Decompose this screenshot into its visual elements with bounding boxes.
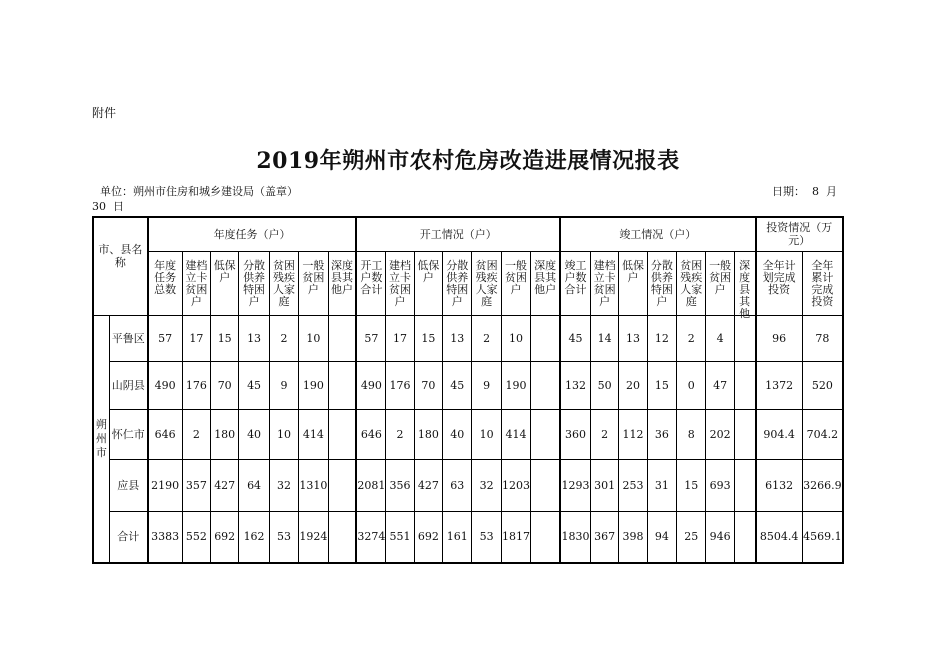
done-value-cell: 301	[590, 459, 618, 511]
table-row	[93, 361, 843, 409]
start-value-cell: 356	[386, 459, 414, 511]
annual-value-cell: 53	[269, 511, 298, 563]
done-subheader-2: 低保户	[619, 251, 647, 315]
done-value-cell	[734, 361, 755, 409]
county-name-cell: 怀仁市	[109, 409, 148, 459]
start-value-cell: 40	[443, 409, 472, 459]
annual-value-cell: 40	[239, 409, 269, 459]
annual-subheader-5: 一般贫困户	[299, 251, 328, 315]
start-subheader-4: 贫困残疾人家庭	[472, 251, 501, 315]
region-header: 市、县名称	[93, 217, 148, 315]
start-value-cell: 2081	[356, 459, 385, 511]
attachment-label: 附件	[92, 106, 117, 120]
done-subheader-3: 分散供养特困户	[647, 251, 676, 315]
annual-value-cell	[328, 409, 356, 459]
annual-value-cell	[328, 361, 356, 409]
start-value-cell: 490	[356, 361, 385, 409]
start-status-header: 开工情况（户）	[356, 217, 560, 251]
start-value-cell: 63	[443, 459, 472, 511]
done-value-cell: 31	[647, 459, 676, 511]
done-subheader-5: 一般贫困户	[706, 251, 734, 315]
done-value-cell: 367	[590, 511, 618, 563]
done-value-cell: 2	[677, 315, 706, 361]
invest-value-cell: 3266.9	[802, 459, 843, 511]
annual-value-cell: 57	[148, 315, 182, 361]
investment-header: 投资情况（万元）	[756, 217, 843, 251]
invest-value-cell: 4569.1	[802, 511, 843, 563]
annual-subheader-4: 贫困残疾人家庭	[269, 251, 298, 315]
county-name-cell: 平鲁区	[109, 315, 148, 361]
done-value-cell: 946	[706, 511, 734, 563]
start-value-cell: 646	[356, 409, 385, 459]
annual-value-cell: 45	[239, 361, 269, 409]
city-cell: 朔州市	[93, 315, 109, 563]
done-value-cell: 36	[647, 409, 676, 459]
done-value-cell: 132	[560, 361, 590, 409]
done-value-cell: 8	[677, 409, 706, 459]
annual-value-cell	[328, 511, 356, 563]
start-value-cell	[531, 315, 560, 361]
start-value-cell: 551	[386, 511, 414, 563]
county-name-cell: 应县	[109, 459, 148, 511]
start-value-cell: 3274	[356, 511, 385, 563]
invest-value-cell: 6132	[756, 459, 803, 511]
start-value-cell: 10	[501, 315, 530, 361]
start-subheader-2: 低保户	[414, 251, 442, 315]
annual-subheader-2: 低保户	[211, 251, 239, 315]
invest-value-cell: 1372	[756, 361, 803, 409]
county-name-cell: 山阴县	[109, 361, 148, 409]
header-row-subcolumns	[93, 251, 843, 315]
done-value-cell: 360	[560, 409, 590, 459]
unit-line: 单位：朔州市住房和城乡建设局（盖章）	[100, 185, 298, 198]
start-value-cell: 45	[443, 361, 472, 409]
date-line: 日期： 8 月	[772, 185, 837, 198]
done-value-cell: 1830	[560, 511, 590, 563]
annual-value-cell	[328, 459, 356, 511]
annual-value-cell: 552	[182, 511, 210, 563]
start-value-cell: 692	[414, 511, 442, 563]
annual-value-cell: 2190	[148, 459, 182, 511]
start-value-cell: 2	[386, 409, 414, 459]
annual-value-cell: 692	[211, 511, 239, 563]
annual-value-cell: 3383	[148, 511, 182, 563]
table-row	[93, 315, 843, 361]
start-value-cell: 13	[443, 315, 472, 361]
done-value-cell: 94	[647, 511, 676, 563]
done-value-cell: 398	[619, 511, 647, 563]
start-value-cell	[531, 361, 560, 409]
done-value-cell: 253	[619, 459, 647, 511]
start-value-cell: 1817	[501, 511, 530, 563]
done-value-cell: 50	[590, 361, 618, 409]
annual-value-cell: 2	[269, 315, 298, 361]
done-value-cell: 14	[590, 315, 618, 361]
annual-value-cell: 1310	[299, 459, 328, 511]
table-row	[93, 409, 843, 459]
table-row	[93, 511, 843, 563]
annual-value-cell: 64	[239, 459, 269, 511]
done-value-cell: 693	[706, 459, 734, 511]
invest-subheader-1: 全年累计完成投资	[802, 251, 843, 315]
invest-subheader-0: 全年计划完成投资	[756, 251, 803, 315]
annual-subheader-0: 年度任务总数	[148, 251, 182, 315]
start-value-cell: 17	[386, 315, 414, 361]
start-value-cell: 70	[414, 361, 442, 409]
done-value-cell: 25	[677, 511, 706, 563]
done-subheader-4: 贫困残疾人家庭	[677, 251, 706, 315]
done-value-cell: 2	[590, 409, 618, 459]
done-value-cell: 0	[677, 361, 706, 409]
start-value-cell: 9	[472, 361, 501, 409]
start-value-cell	[531, 511, 560, 563]
invest-value-cell: 904.4	[756, 409, 803, 459]
done-value-cell: 45	[560, 315, 590, 361]
header-row-groups	[93, 217, 843, 251]
done-value-cell: 1293	[560, 459, 590, 511]
invest-value-cell: 704.2	[802, 409, 843, 459]
annual-subheader-3: 分散供养特困户	[239, 251, 269, 315]
start-value-cell: 180	[414, 409, 442, 459]
start-subheader-1: 建档立卡贫困户	[386, 251, 414, 315]
done-value-cell: 12	[647, 315, 676, 361]
done-value-cell: 20	[619, 361, 647, 409]
done-value-cell: 15	[647, 361, 676, 409]
done-value-cell: 112	[619, 409, 647, 459]
start-value-cell: 57	[356, 315, 385, 361]
completion-status-header: 竣工情况（户）	[560, 217, 756, 251]
start-value-cell	[531, 459, 560, 511]
annual-value-cell: 10	[269, 409, 298, 459]
annual-value-cell: 190	[299, 361, 328, 409]
done-value-cell: 4	[706, 315, 734, 361]
done-value-cell	[734, 315, 755, 361]
start-value-cell: 427	[414, 459, 442, 511]
annual-value-cell: 1924	[299, 511, 328, 563]
annual-value-cell: 13	[239, 315, 269, 361]
start-value-cell: 414	[501, 409, 530, 459]
start-value-cell: 161	[443, 511, 472, 563]
annual-value-cell: 2	[182, 409, 210, 459]
done-value-cell	[734, 409, 755, 459]
start-value-cell: 176	[386, 361, 414, 409]
annual-value-cell: 9	[269, 361, 298, 409]
start-value-cell: 2	[472, 315, 501, 361]
start-subheader-3: 分散供养特困户	[443, 251, 472, 315]
done-value-cell: 15	[677, 459, 706, 511]
annual-value-cell: 180	[211, 409, 239, 459]
table-row	[93, 459, 843, 511]
annual-value-cell: 490	[148, 361, 182, 409]
start-value-cell: 32	[472, 459, 501, 511]
date-line-continued: 30 日	[92, 200, 124, 213]
start-subheader-0: 开工户数合计	[356, 251, 385, 315]
annual-value-cell	[328, 315, 356, 361]
annual-task-header: 年度任务（户）	[148, 217, 357, 251]
start-value-cell: 1203	[501, 459, 530, 511]
annual-value-cell: 162	[239, 511, 269, 563]
start-subheader-5: 一般贫困户	[501, 251, 530, 315]
invest-value-cell: 96	[756, 315, 803, 361]
done-value-cell	[734, 511, 755, 563]
done-subheader-1: 建档立卡贫困户	[590, 251, 618, 315]
start-subheader-6: 深度县其他户	[531, 251, 560, 315]
done-value-cell: 13	[619, 315, 647, 361]
invest-value-cell: 8504.4	[756, 511, 803, 563]
annual-value-cell: 15	[211, 315, 239, 361]
county-name-cell: 合计	[109, 511, 148, 563]
invest-value-cell: 78	[802, 315, 843, 361]
annual-value-cell: 427	[211, 459, 239, 511]
annual-value-cell: 32	[269, 459, 298, 511]
done-subheader-6: 深度县其他	[734, 251, 755, 315]
done-value-cell	[734, 459, 755, 511]
annual-value-cell: 70	[211, 361, 239, 409]
start-value-cell	[531, 409, 560, 459]
done-subheader-0: 竣工户数合计	[560, 251, 590, 315]
done-value-cell: 47	[706, 361, 734, 409]
annual-value-cell: 646	[148, 409, 182, 459]
start-value-cell: 53	[472, 511, 501, 563]
annual-value-cell: 357	[182, 459, 210, 511]
done-value-cell: 202	[706, 409, 734, 459]
annual-value-cell: 414	[299, 409, 328, 459]
annual-value-cell: 176	[182, 361, 210, 409]
progress-report-table	[92, 216, 844, 564]
start-value-cell: 15	[414, 315, 442, 361]
start-value-cell: 10	[472, 409, 501, 459]
annual-value-cell: 17	[182, 315, 210, 361]
start-value-cell: 190	[501, 361, 530, 409]
annual-subheader-6: 深度县其他户	[328, 251, 356, 315]
report-title: 2019年朔州市农村危房改造进展情况报表	[256, 148, 680, 174]
annual-value-cell: 10	[299, 315, 328, 361]
annual-subheader-1: 建档立卡贫困户	[182, 251, 210, 315]
invest-value-cell: 520	[802, 361, 843, 409]
